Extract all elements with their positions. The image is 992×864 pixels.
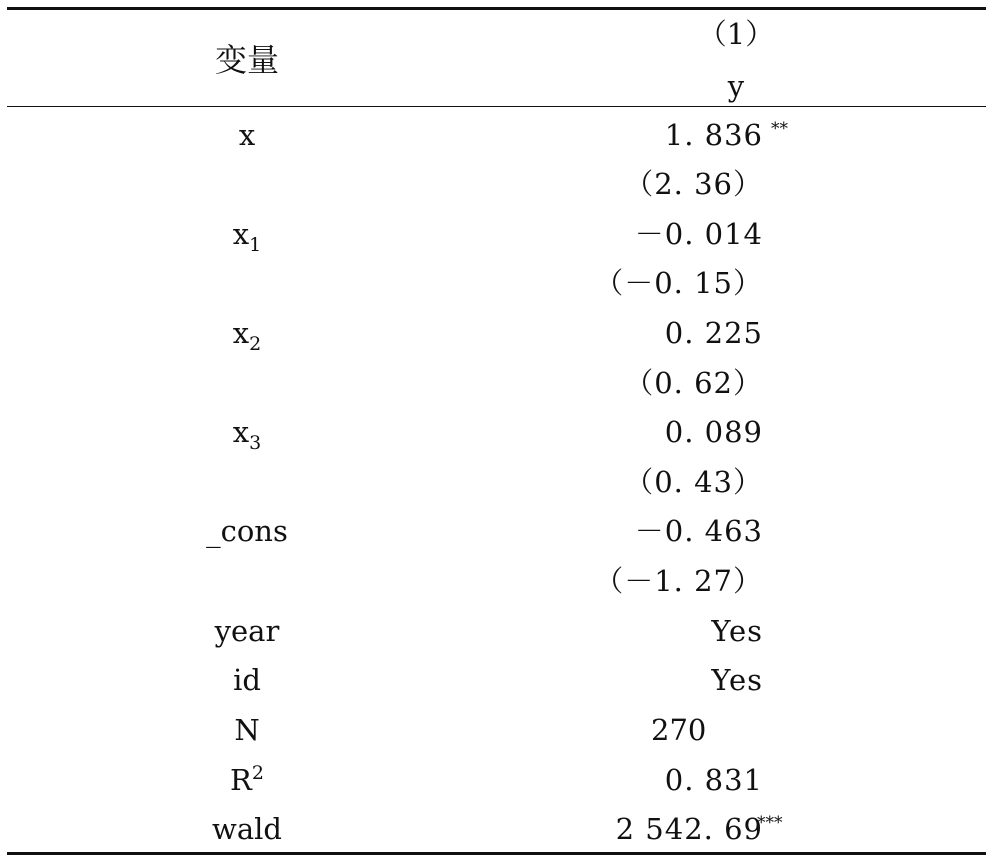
fixed-effect-name: id bbox=[233, 663, 261, 697]
variable-name: $x_2$ bbox=[232, 316, 262, 355]
t-statistic: （0. 62） bbox=[624, 366, 763, 400]
dependent-variable-header: y bbox=[727, 69, 745, 103]
coefficient: －0. 463 bbox=[634, 514, 763, 548]
variable-name: $x_1$ bbox=[232, 217, 262, 256]
coefficient: 0. 225 bbox=[664, 316, 763, 350]
observations-label: N bbox=[234, 713, 260, 747]
t-statistic: （0. 43） bbox=[624, 465, 763, 499]
wald-label: wald bbox=[212, 812, 282, 846]
superscript: 2 bbox=[251, 762, 264, 784]
significance-stars: ** bbox=[771, 119, 788, 139]
t-statistic: （－0. 15） bbox=[594, 266, 763, 300]
fixed-effect-value: Yes bbox=[711, 614, 763, 648]
r-squared-value: 0. 831 bbox=[664, 763, 763, 797]
subscript: 3 bbox=[249, 432, 262, 454]
variable-header: 变量 bbox=[214, 41, 279, 79]
top-rule bbox=[7, 7, 986, 10]
variable-name: $x_3$ bbox=[232, 415, 262, 454]
coefficient: －0. 014 bbox=[634, 217, 763, 251]
column-number-header: （1） bbox=[697, 17, 775, 51]
significance-stars: *** bbox=[757, 813, 783, 833]
fixed-effect-name: year bbox=[214, 614, 280, 648]
t-statistic: （2. 36） bbox=[624, 167, 763, 201]
t-statistic: （－1. 27） bbox=[594, 564, 763, 598]
subscript: 2 bbox=[249, 333, 262, 355]
variable-name: x bbox=[238, 118, 256, 152]
bottom-rule bbox=[7, 852, 986, 855]
r-squared-label: $R^2$ bbox=[230, 762, 264, 797]
observations-value: 270 bbox=[651, 713, 707, 747]
subscript: 1 bbox=[249, 234, 262, 256]
coefficient: 0. 089 bbox=[664, 415, 763, 449]
header-rule bbox=[7, 106, 986, 107]
wald-value: 2 542. 69 bbox=[615, 812, 763, 846]
fixed-effect-value: Yes bbox=[711, 663, 763, 697]
variable-name: _cons bbox=[206, 514, 288, 548]
coefficient: 1. 836 bbox=[664, 118, 763, 152]
